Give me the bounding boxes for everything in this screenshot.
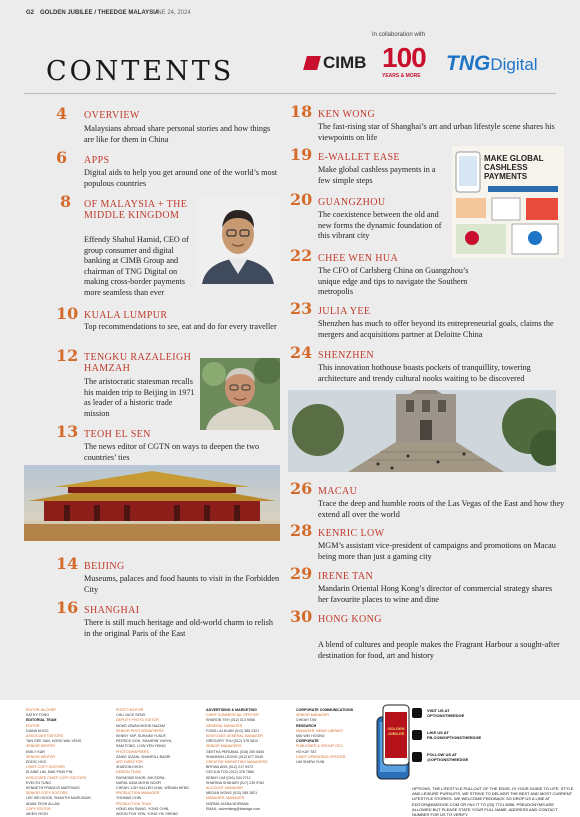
- masthead-line: COPY EDITOR: [26, 806, 51, 811]
- instagram-icon: [412, 752, 422, 762]
- masthead-line: AIKEN YEOH: [26, 812, 48, 817]
- masthead-line: CHEAH TAN: [296, 718, 317, 723]
- masthead-line: RESEARCH: [296, 723, 317, 728]
- entry-title: SHENZHEN: [318, 350, 374, 361]
- social-instagram[interactable]: FOLLOW US AT @OPTIONSTHEEDGE: [412, 752, 468, 762]
- masthead-line: SENIOR WRITER: [26, 744, 55, 749]
- social-facebook[interactable]: LIKE US AT FB.COM/OPTIONSTHEEDGE: [412, 730, 481, 740]
- masthead-line: ART DIRECTOR: [116, 760, 143, 765]
- entry-title: KUALA LUMPUR: [84, 310, 168, 321]
- facebook-icon: [412, 730, 422, 740]
- infographic-title: MAKE GLOBAL CASHLESS PAYMENTS: [484, 154, 544, 181]
- entry-description: A blend of cultures and people makes the Fragrant Harbour a sought-after destination for food, art and history: [318, 640, 560, 660]
- entry-description: Make global cashless payments in a few simple steps: [318, 165, 436, 185]
- page-title: CONTENTS: [46, 56, 235, 87]
- masthead-line: MANAGER, MANAGER: [206, 796, 245, 801]
- masthead-line: MAI WEI HOONG: [296, 734, 325, 739]
- masthead-line: CHIEF COPY EDITORS: [26, 765, 65, 770]
- razaleigh-photo: [200, 358, 280, 430]
- masthead-line: MEGAN WONG (012) 285 2821: [206, 791, 258, 796]
- masthead-line: EVELYN TUNG: [26, 780, 52, 785]
- masthead-line: KENNY YAP, SUHAIMI YUSUF,: [116, 734, 167, 739]
- entry-title: OVERVIEW: [84, 110, 140, 121]
- entry-title: APPS: [84, 155, 110, 166]
- masthead-line: KENNETH FRANCIS MARTINUS: [26, 786, 80, 791]
- collab-text: In collaboration with: [372, 32, 426, 38]
- masthead-line: KENNY LIM (016) 334 2712: [206, 775, 251, 780]
- masthead-line: LIM SHIEW YUIN: [296, 760, 325, 765]
- masthead-line: EDITOR: [26, 723, 40, 728]
- entry-description: Mandarin Oriental Hong Kong’s director of commercial strategy shares her favourite places to wine and dine: [318, 584, 553, 604]
- masthead-line: MOHD IZWAN MOHD NAZAM: [116, 723, 165, 728]
- masthead-line: GREGORY THU (012) 378 0614: [206, 739, 258, 744]
- effendy-photo: [196, 198, 280, 284]
- masthead-line: GEETHA PERUMAL (016) 250 0840: [206, 749, 265, 754]
- masthead-line: SHANNON LEONG (012) 677 5349: [206, 754, 263, 759]
- masthead-footer: [0, 700, 580, 817]
- masthead-line: SENIOR MANAGER: [296, 713, 329, 718]
- masthead-line: EMAIL: advertising@bizedge.com: [206, 806, 261, 811]
- masthead-line: DESIGN TEAM: [116, 770, 141, 775]
- masthead-line: EDITORIAL TEAM: [26, 718, 57, 723]
- masthead-line: PRODUCTION TEAM: [116, 801, 152, 806]
- masthead-line: CORPORATE COMMUNICATIONS: [296, 708, 354, 712]
- masthead-line: SENIOR WRITER: [26, 754, 55, 759]
- masthead-line: SAM FONG, LOW YEN YEING: [116, 744, 166, 749]
- masthead-line: ZAHID IZZANI, SHAHRILL BASRI: [116, 754, 171, 759]
- forbidden-city-photo: [24, 465, 280, 541]
- masthead-line: PHOTOGRAPHERS: [116, 749, 149, 754]
- masthead-line: MANAGER, NEWS LIBRARY: [296, 728, 344, 733]
- masthead-line: SENIOR PHOTOGRAPHERS: [116, 728, 164, 733]
- masthead-line: CECILIA TOO (012) 376 7866: [206, 770, 254, 775]
- cimb-logo: CIMB: [305, 50, 366, 76]
- page-header: [0, 0, 580, 22]
- entry-title: MACAU: [318, 486, 358, 497]
- masthead-col-advertising: [206, 708, 292, 812]
- social-website[interactable]: VISIT US AT OPTIONSTHEEDGE: [412, 708, 464, 718]
- tng-digital-logo: TNGDigital: [446, 52, 538, 75]
- macau-ruins-photo: [288, 390, 556, 472]
- entry-description: The CFO of Carlsberg China on Guangzhou’s unique edge and tips to navigate the Southern metropolis: [318, 266, 469, 296]
- phone-screen-text: GOLDEN JUBILEE: [387, 726, 405, 736]
- masthead-col-corporate: [296, 708, 380, 765]
- entry-description: Digital aids to help you get around one of the world’s most populous countries: [84, 168, 278, 188]
- masthead-line: ELAINE LIM, MAK PING PIN: [26, 770, 73, 775]
- masthead-line: HONG KIN SIANG, YONG CHIN,: [116, 806, 170, 811]
- masthead-line: NURUL AIDA MOHD NOOR: [116, 780, 161, 785]
- masthead-line: CHU JUCK SENG: [116, 713, 146, 718]
- masthead-line: LEE WEI DOOK, SHANTHI MURUGIAH,: [26, 796, 92, 801]
- entry-description: Effendy Shahul Hamid, CEO of group consumer and digital banking at CIMB Group and chairman of TNG Digital on making cross-border payments more seamless than ever: [84, 235, 189, 297]
- masthead-line: CORPORATE: [296, 739, 319, 744]
- masthead-line: EMILY KAR: [26, 749, 45, 754]
- phone-mockup-front: [382, 704, 410, 766]
- masthead-line: BRIYAN ANG (012) 217 9472: [206, 765, 254, 770]
- masthead-line: ADAM TEOH ALLAN: [26, 801, 60, 806]
- masthead-line: RAYMOND KHOR, NIK EDRA,: [116, 775, 166, 780]
- entry-description: This innovation hothouse boasts pockets of tranquillity, towering architecture and trendy cultural nooks waiting to be discovered: [318, 363, 531, 383]
- entry-description: Trace the deep and humble roots of the Las Vegas of the East and how they extend all over the world: [318, 499, 565, 519]
- options-blurb: OPTIONS, THE LIFESTYLE PULLOUT OF THE EDGE, IS YOUR GUIDE TO LIFE, STYLE AND LEISURE PURSUITS. WE STRIVE TO DELIVER THE BEST AND MOST CURRENT LIFESTYLE STORIES. WE WELCOME FEEDBACK SO DROP US A LINE AT EDITOR@BIZEDGE.COM OR FAX IT TO (03) 7721 8056. PSEUDONYMS ARE ALLOWED BUT PLEASE STATE YOUR FULL NAME, ADDRESS AND CONTACT NUMBER FOR US TO VERIFY.: [412, 786, 574, 817]
- globe-icon: [412, 708, 422, 718]
- entry-description: There is still much heritage and old-world charm to relish in the original Paris of the East: [84, 618, 273, 638]
- cashless-payments-infographic: [452, 146, 564, 258]
- masthead-line: GENERAL MANAGER: [206, 723, 243, 728]
- masthead-line: EDDIC HOO: [26, 760, 47, 765]
- masthead-line: PRODUCTION MANAGER: [116, 791, 160, 796]
- page-number: G2: [26, 10, 35, 16]
- entry-title: JULIA YEE: [318, 306, 371, 317]
- masthead-line: SHARON KHOH: [116, 765, 143, 770]
- masthead-line: PHOTO EDITOR: [116, 708, 144, 712]
- issue-date: JUNE 24, 2024: [150, 10, 191, 16]
- entry-title: HONG KONG: [318, 614, 382, 625]
- masthead-line: SHARINA SHAHARI (017) 239 9782: [206, 780, 265, 785]
- entry-description: Malaysians abroad share personal stories and how things are like for them in China: [84, 124, 271, 144]
- entry-title: E-WALLET EASE: [318, 152, 400, 163]
- entry-title: SHANGHAI: [84, 605, 140, 616]
- masthead-col-editorial: [26, 708, 110, 817]
- masthead-line: EDITOR-IN-CHIEF: [26, 708, 57, 712]
- masthead-line: PATRICK GOH, SHAHRIN YAHYA,: [116, 739, 172, 744]
- masthead-line: SENIOR COPY EDITORS: [26, 791, 68, 796]
- title-divider: [24, 93, 556, 94]
- masthead-line: SHARON TEH (012) 313 9056: [206, 718, 255, 723]
- entry-title: BEIJING: [84, 561, 125, 572]
- masthead-line: ACCOUNT MANAGER: [206, 786, 243, 791]
- 100-years-logo: 100 YEARS & MORE: [382, 42, 426, 79]
- masthead-line: THOMAS CHIN: [116, 796, 142, 801]
- masthead-line: ASSISTANT GENERAL MANAGER: [206, 734, 263, 739]
- masthead-line: DEPUTY PHOTO EDITOR: [116, 718, 159, 723]
- masthead-line: DIANA KHOO: [26, 728, 49, 733]
- masthead-line: NORMA JASNA NORMAN: [206, 801, 249, 806]
- masthead-line: HO KAY TAT: [296, 749, 317, 754]
- masthead-col-design: [116, 708, 200, 817]
- masthead-line: KATHY FONG: [26, 713, 50, 718]
- entry-title: GUANGZHOU: [318, 197, 386, 208]
- entry-title: IRENE TAN: [318, 571, 374, 582]
- entry-description: The coexistence between the old and new forms the dynamic foundation of this vibrant city: [318, 210, 442, 240]
- masthead-line: PUBLISHER & GROUP CEO: [296, 744, 343, 749]
- entry-description: The aristocratic statesman recalls his maiden trip to Beijing in 1971 as leader of a historic trade mission: [84, 377, 195, 418]
- masthead-line: ADVERTISING & MARKETING: [206, 708, 257, 712]
- entry-description: Shenzhen has much to offer beyond its entrepreneurial goals, claims the mergers and acquisitions partner at Deloitte China: [318, 319, 554, 339]
- entry-title: OF MALAYSIA + THE MIDDLE KINGDOM: [84, 199, 188, 221]
- masthead-line: CHIEF COMMERCIAL OFFICER: [206, 713, 259, 718]
- masthead-line: CREATIVE MARKETING MANAGERS: [206, 760, 268, 765]
- cimb-mark-icon: [303, 56, 321, 70]
- masthead-line: TAN GEK SAN, HONG WAI YENG: [26, 739, 82, 744]
- entry-description: Top recommendations to see, eat and do for every traveller: [84, 322, 277, 331]
- masthead-line: CHIEF OPERATING OFFICER: [296, 754, 346, 759]
- masthead-line: SENIOR MANAGERS: [206, 744, 242, 749]
- entry-description: MGM’s assistant vice-president of campaigns and promotions on Macau being more than just a gaming city: [318, 541, 556, 561]
- entry-title: CHEE WEN HUA: [318, 253, 399, 264]
- entry-title: TENGKU RAZALEIGH HAMZAH: [84, 352, 192, 374]
- masthead-line: ASSOCIATE EDITORS: [26, 734, 64, 739]
- entry-description: The fast-rising star of Shanghai’s art and urban lifestyle scene shares his viewpoints on life: [318, 122, 555, 142]
- entry-title: TEOH EL SEN: [84, 429, 151, 440]
- masthead-line: CHEAH, LOH SALLEH CHAI, WENAN HENG: [116, 786, 190, 791]
- entry-description: Museums, palaces and food haunts to visit in the Forbidden City: [84, 574, 280, 594]
- publication-name: GOLDEN JUBILEE / THEEDGE MALAYSIA: [40, 10, 160, 16]
- entry-title: KENRIC LOW: [318, 528, 385, 539]
- masthead-line: FONG LAI KUAN (012) 386 2321: [206, 728, 260, 733]
- entry-description: The news editor of CGTN on ways to deepen the two countries’ ties: [84, 442, 260, 462]
- masthead-line: ASSOCIATE CHIEF COPY EDITORS: [26, 775, 87, 780]
- entry-title: KEN WONG: [318, 109, 376, 120]
- masthead-line: WOON FOH YEW, YONG YIK SHENG: [116, 812, 179, 817]
